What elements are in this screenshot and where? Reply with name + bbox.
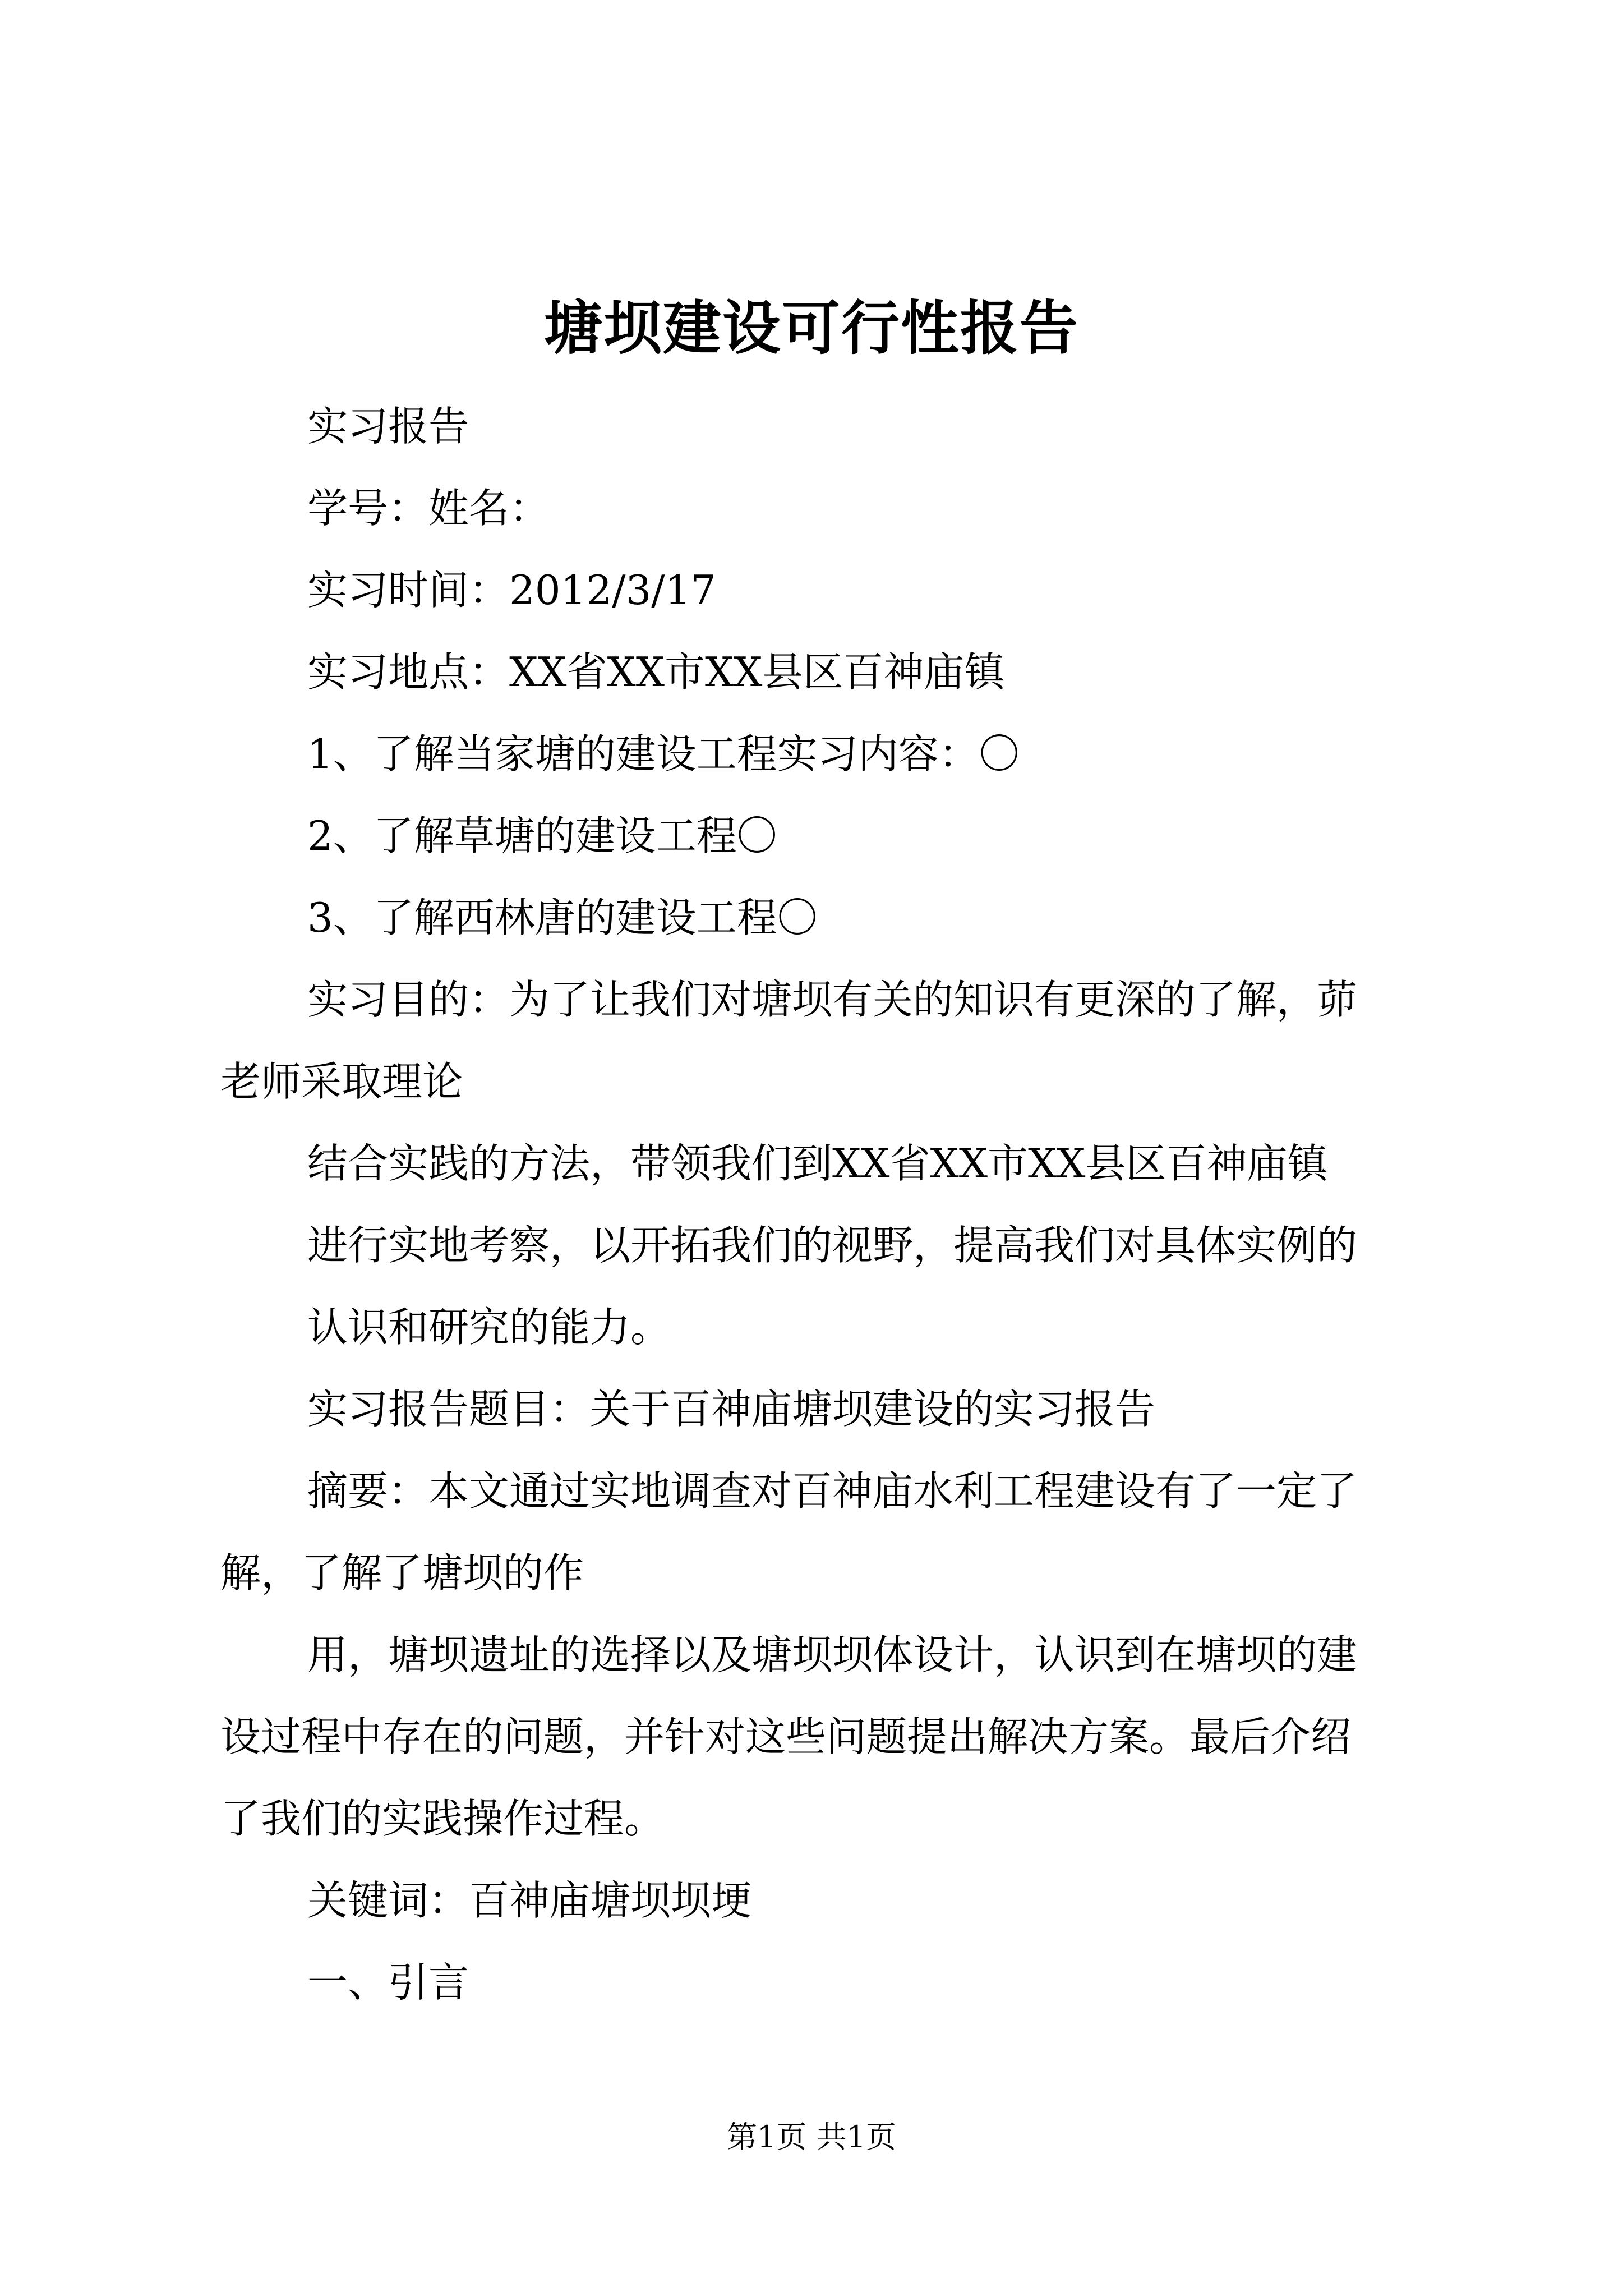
line-item-3: 3、了解西林唐的建设工程〇 (307, 894, 818, 941)
line-report-label: 实习报告 (307, 403, 469, 450)
line-internship-time: 实习时间：2012/3/17 (307, 567, 717, 614)
line-purpose-5: 认识和研究的能力。 (307, 1304, 671, 1351)
line-item-2: 2、了解草塘的建设工程〇 (307, 812, 777, 859)
line-section-heading: 一、引言 (307, 1959, 469, 2006)
line-item-1: 1、了解当家塘的建设工程实习内容：〇 (307, 730, 1020, 777)
line-abstract-1: 摘要：本文通过实地调查对百神庙水利工程建设有了一定了 (307, 1467, 1358, 1515)
page-footer: 第1页 共1页 (727, 2119, 896, 2155)
line-purpose-2: 老师采取理论 (220, 1058, 463, 1105)
line-purpose-4: 进行实地考察，以开拓我们的视野，提高我们对具体实例的 (307, 1222, 1358, 1269)
line-internship-location: 实习地点：XX省XX市XX县区百神庙镇 (307, 648, 1005, 696)
line-abstract-3: 用，塘坝遗址的选择以及塘坝坝体设计，认识到在塘坝的建 (307, 1631, 1358, 1678)
line-abstract-2: 解，了解了塘坝的作 (220, 1549, 584, 1596)
line-abstract-4: 设过程中存在的问题，并针对这些问题提出解决方案。最后介绍 (220, 1713, 1352, 1760)
line-purpose-1: 实习目的：为了让我们对塘坝有关的知识有更深的了解，茆 (307, 976, 1358, 1023)
line-student-id-name: 学号：姓名： (307, 485, 550, 532)
document-title: 塘坝建设可行性报告 (543, 293, 1079, 362)
line-purpose-3: 结合实践的方法，带领我们到XX省XX市XX县区百神庙镇 (307, 1140, 1328, 1187)
document-body (220, 385, 1432, 2023)
line-keywords: 关键词：百神庙塘坝坝埂 (307, 1877, 752, 1924)
line-report-topic: 实习报告题目：关于百神庙塘坝建设的实习报告 (307, 1386, 1156, 1433)
line-abstract-5: 了我们的实践操作过程。 (220, 1795, 665, 1842)
